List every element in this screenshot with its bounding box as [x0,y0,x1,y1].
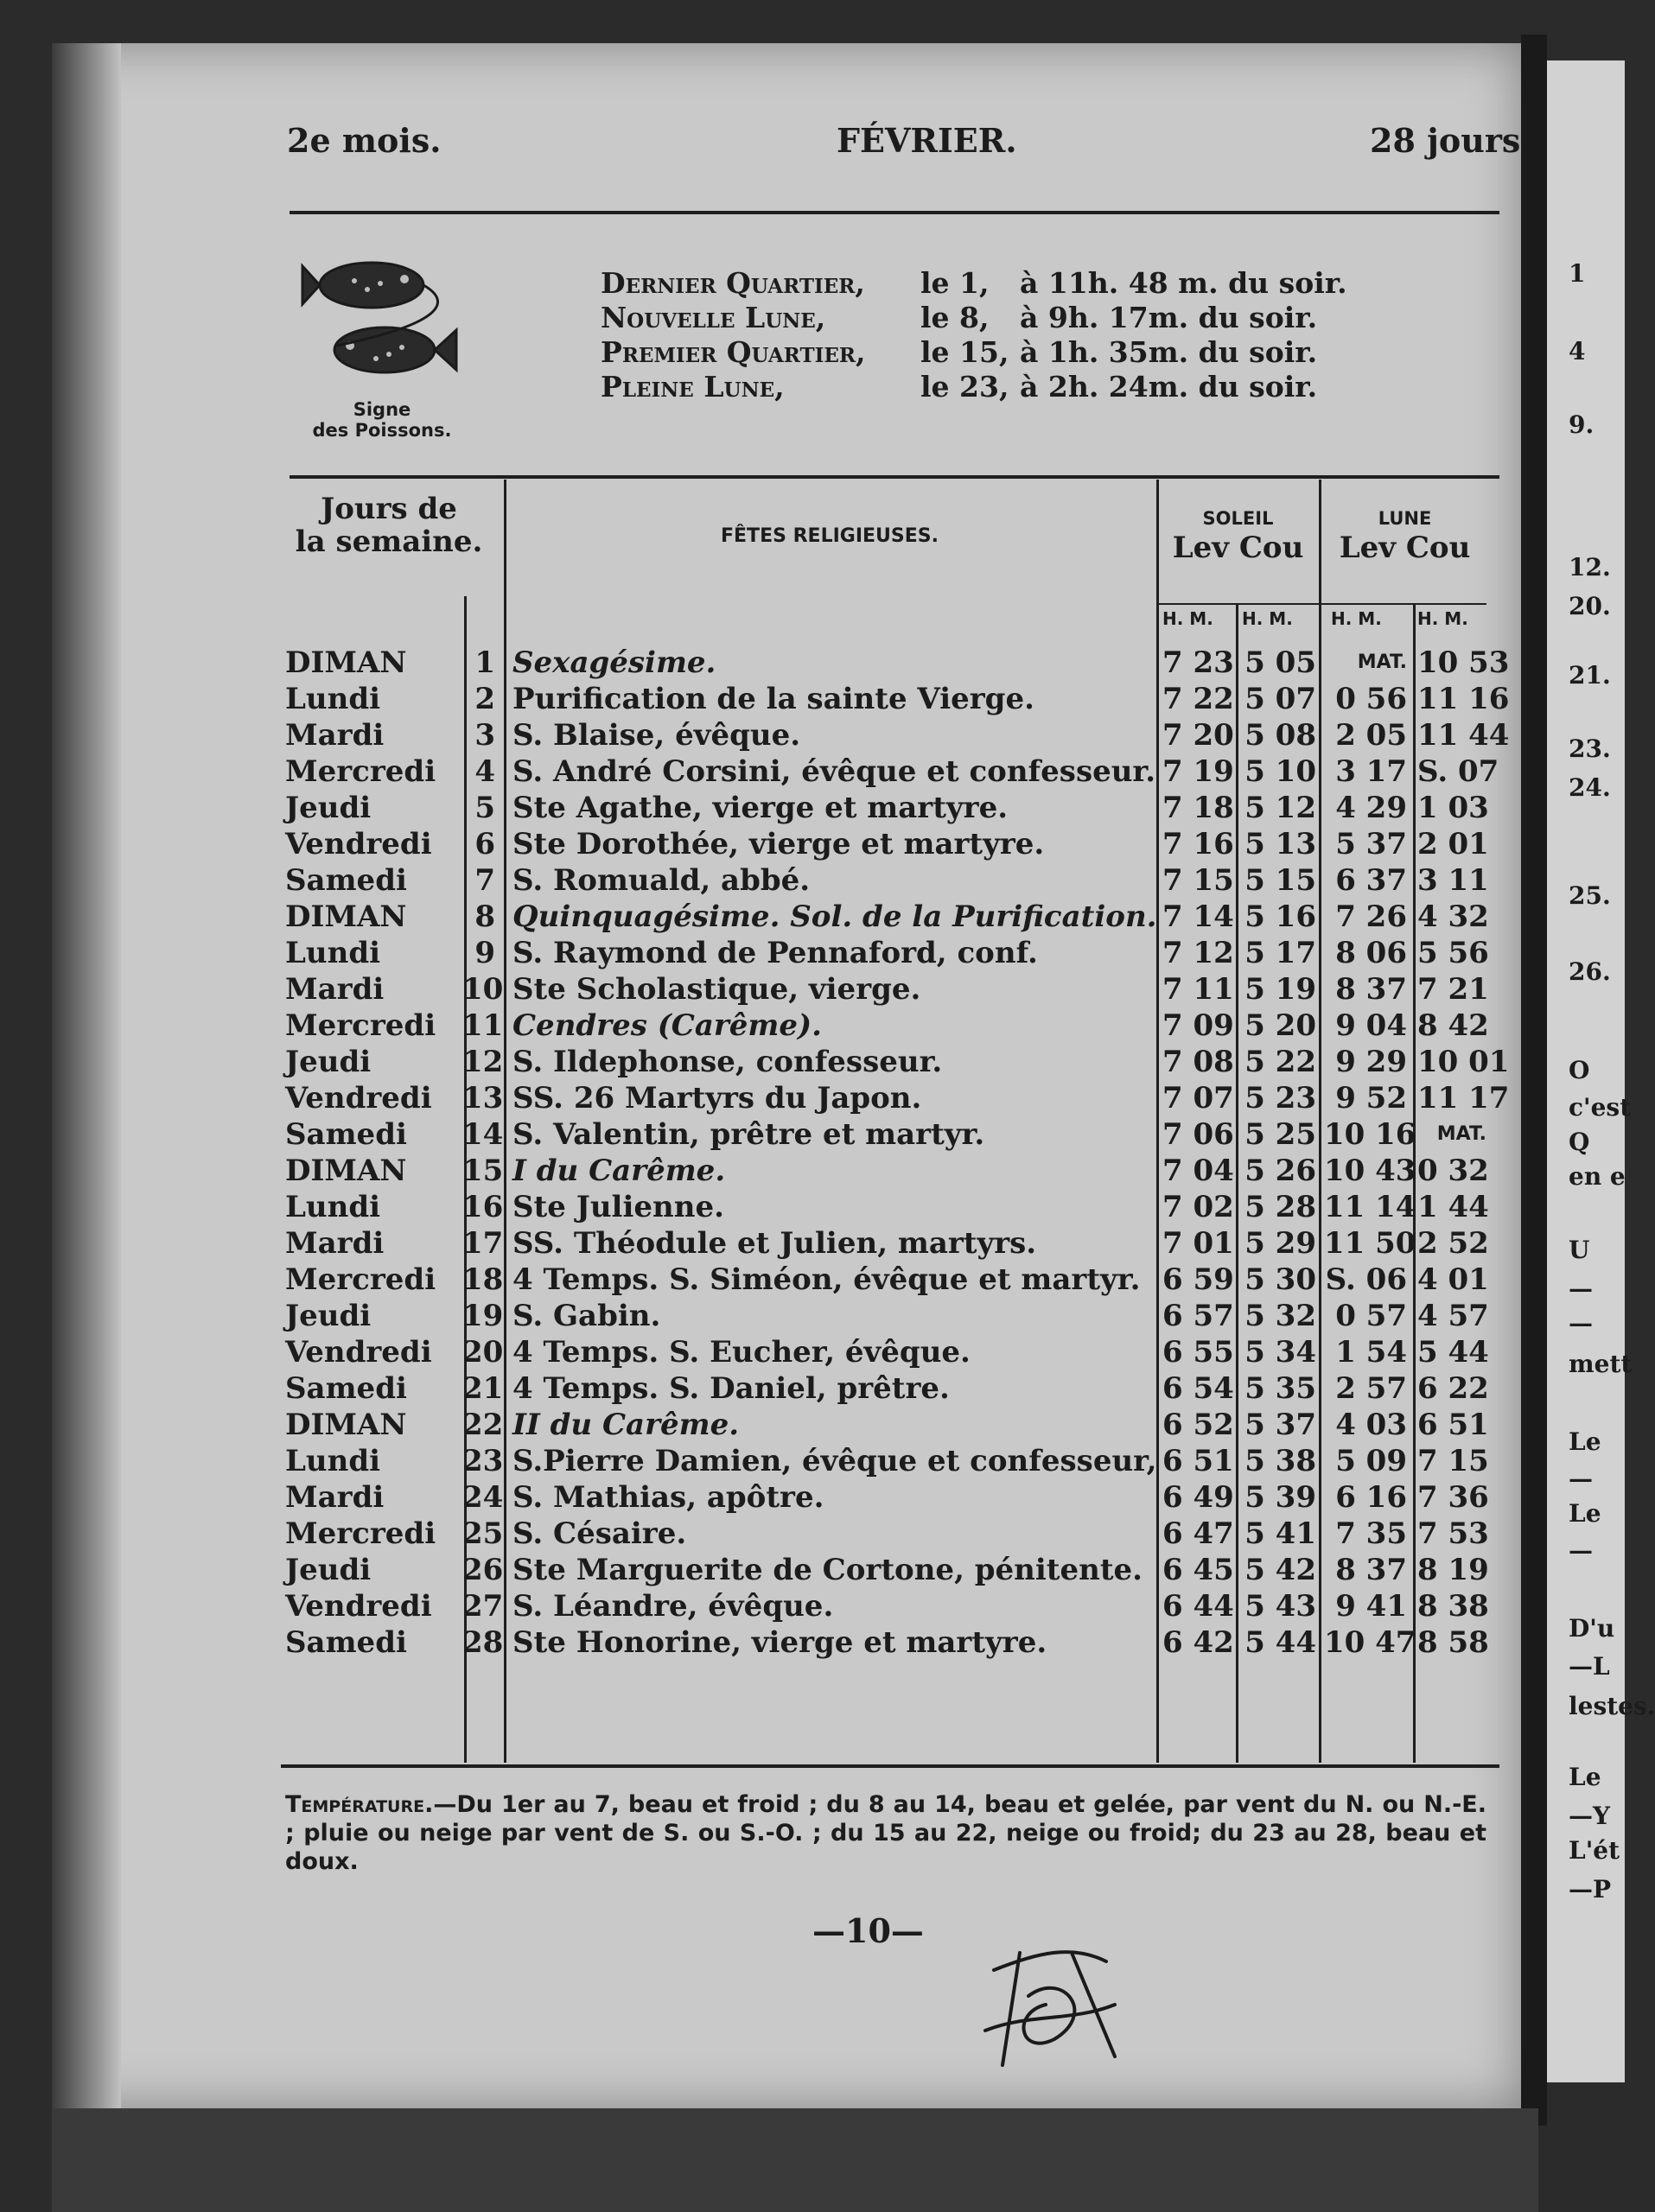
moon-set-cell: 5 56 [1417,936,1489,970]
fete-cell: SS. 26 Martyrs du Japon. [512,1081,922,1116]
moon-rise-cell: 5 37 [1335,827,1407,861]
table-row [285,971,1495,1007]
sun-set-cell: 5 39 [1244,1480,1316,1515]
moon-set-cell: 11 17 [1417,1081,1510,1116]
moon-set-cell: 4 01 [1417,1262,1489,1297]
sun-rise-cell: 7 02 [1162,1190,1234,1224]
date-cell: 11 [462,1008,504,1043]
phase-time: à 2h. 24m. du soir. [1020,370,1318,404]
sun-rise-cell: 7 11 [1162,972,1234,1007]
hm-unit: H. M. [1331,608,1382,629]
sun-rise-cell: 7 22 [1162,682,1234,716]
month-title: FÉVRIER. [837,121,1017,160]
day-count: 28 jours [1370,121,1521,160]
day-cell: Jeudi [285,1553,372,1587]
facing-page-text: 23. [1569,734,1611,763]
facing-page-text: 20. [1569,592,1611,620]
date-cell: 24 [462,1480,504,1515]
day-cell: Lundi [285,682,381,716]
moon-set-cell: 0 32 [1417,1154,1489,1188]
table-row [285,862,1495,899]
date-cell: 4 [474,754,495,789]
phase-date: le 1, [920,266,990,300]
sun-set-cell: 5 13 [1244,827,1316,861]
sun-set-cell: 5 42 [1244,1553,1316,1587]
day-cell: Lundi [285,1190,381,1224]
table-row [285,1479,1495,1516]
fete-cell: Ste Dorothée, vierge et martyre. [512,827,1045,861]
sun-set-cell: 5 20 [1244,1008,1316,1043]
sun-rise-cell: 7 15 [1162,863,1234,898]
table-row [285,1189,1495,1225]
facing-page-text: 26. [1569,957,1611,986]
fete-cell: Ste Scholastique, vierge. [512,972,921,1007]
date-cell: 23 [462,1444,504,1478]
sun-rise-cell: 7 09 [1162,1008,1234,1043]
moon-set-cell: 8 19 [1417,1553,1489,1587]
sun-rise-cell: 7 07 [1162,1081,1234,1116]
sun-rise-cell: 6 44 [1162,1589,1234,1624]
fete-cell: S. Valentin, prêtre et martyr. [512,1117,985,1152]
sun-rise-cell: 6 47 [1162,1516,1234,1551]
sun-set-cell: 5 34 [1244,1335,1316,1370]
moon-rise-cell: 0 56 [1335,682,1407,716]
facing-page-text: en e [1569,1162,1626,1191]
day-cell: Jeudi [285,1299,372,1333]
sun-set-cell: 5 25 [1244,1117,1316,1152]
pisces-icon [302,251,458,402]
sun-set-cell: 5 23 [1244,1081,1316,1116]
fete-cell: 4 Temps. S. Siméon, évêque et martyr. [512,1262,1141,1297]
date-cell: 14 [462,1117,504,1152]
facing-page-text: Le [1569,1763,1601,1791]
day-cell: Samedi [285,1371,407,1406]
moon-set-cell: 10 01 [1417,1045,1510,1079]
date-cell: 3 [474,718,495,753]
table-bottom-rule [281,1764,1499,1768]
fete-cell: S. Ildephonse, confesseur. [512,1045,943,1079]
sun-rise-cell: 7 19 [1162,754,1234,789]
phase-row [601,301,1347,335]
facing-page-text: — [1569,1536,1593,1565]
sun-set-cell: 5 17 [1244,936,1316,970]
handwritten-mark [968,1936,1132,2074]
date-cell: 2 [474,682,495,716]
date-cell: 12 [462,1045,504,1079]
date-cell: 1 [474,645,495,680]
phase-name: Dernier Quartier, [601,266,865,300]
facing-page-text: mett [1569,1350,1633,1378]
day-cell: Mardi [285,1226,385,1261]
moon-rise-cell: 8 37 [1335,1553,1407,1587]
facing-page-text: O [1569,1056,1590,1084]
moon-set-cell: 5 44 [1417,1335,1489,1370]
table-row [285,826,1495,862]
col-lune-header: LUNE [1378,508,1432,529]
moon-rise-cell: 2 05 [1335,718,1407,753]
table-row [285,1334,1495,1370]
date-cell: 26 [462,1553,504,1587]
sun-set-cell: 5 32 [1244,1299,1316,1333]
sign-label-line2: des Poissons. [312,420,452,441]
temperature-label: Température. [285,1791,434,1818]
facing-page-text: — [1569,1274,1593,1303]
day-cell: Mardi [285,1480,385,1515]
day-cell: DIMAN [285,1154,407,1188]
moon-rise-cell: 4 29 [1335,791,1407,825]
moon-rise-cell: 3 17 [1335,754,1407,789]
facing-page-text: —P [1569,1875,1612,1904]
sun-rise-cell: 7 12 [1162,936,1234,970]
table-row [285,1516,1495,1552]
table-row [285,899,1495,935]
facing-page-text: 1 [1569,259,1586,288]
moon-rise-cell: 9 52 [1335,1081,1407,1116]
day-cell: Mercredi [285,754,436,789]
moon-set-cell: 4 57 [1417,1299,1489,1333]
table-row [285,753,1499,790]
hm-rule [1158,603,1486,605]
day-cell: Vendredi [285,1081,432,1116]
moon-set-cell: 7 15 [1417,1444,1489,1478]
facing-page-text: — [1569,1465,1593,1493]
day-cell: Lundi [285,1444,381,1478]
phase-time: à 11h. 48 m. du soir. [1020,266,1347,300]
col-lune-sub: Lev Cou [1339,531,1471,565]
phase-date: le 8, [920,301,990,334]
temperature-text: —Du 1er au 7, beau et froid ; du 8 au 14, beau et gelée, par vent du N. ou N.-E. ; pluie ou neige par vent de S. ou S.-O. ; du 15 au 22, neige ou froid; du 23 au 28, beau et doux. [285,1791,1486,1875]
date-cell: 6 [474,827,495,861]
moon-set-cell: 2 52 [1417,1226,1489,1261]
facing-page-text: 21. [1569,661,1611,690]
fete-cell: S. André Corsini, évêque et confesseur. [512,754,1156,789]
moon-rise-cell: 7 35 [1335,1516,1407,1551]
moon-rise-cell: 4 03 [1335,1408,1407,1442]
moon-rise-cell: 8 37 [1335,972,1407,1007]
moon-rise-cell: 6 37 [1335,863,1407,898]
page-number: —10— [812,1911,924,1950]
fete-cell: S. Raymond de Pennaford, conf. [512,936,1038,970]
facing-page-text: 12. [1569,553,1611,582]
col-soleil-sub: Lev Cou [1172,531,1304,565]
date-cell: 5 [474,791,495,825]
moon-set-cell: 7 53 [1417,1516,1489,1551]
sun-set-cell: 5 05 [1244,645,1316,680]
table-row [285,935,1495,971]
day-cell: Vendredi [285,827,432,861]
fete-cell: Ste Agathe, vierge et martyre. [512,791,1009,825]
moon-rise-cell: 9 41 [1335,1589,1407,1624]
table-row [285,1116,1495,1153]
sun-rise-cell: 7 06 [1162,1117,1234,1152]
fete-cell: Cendres (Carême). [512,1008,822,1043]
col-days-header [294,493,484,558]
month-number: 2e mois. [287,121,442,160]
date-cell: 10 [462,972,504,1007]
table-row [285,1588,1495,1624]
day-cell: DIMAN [285,645,407,680]
table-row [285,1552,1495,1588]
sun-set-cell: 5 41 [1244,1516,1316,1551]
fete-cell: S. Césaire. [512,1516,687,1551]
moon-rise-cell: 10 16 [1324,1117,1416,1152]
moon-rise-cell: 1 54 [1335,1335,1407,1370]
facing-page-text: 25. [1569,881,1611,910]
fete-cell: S. Romuald, abbé. [512,863,811,898]
moon-rise-cell: 10 47 [1324,1625,1416,1660]
facing-page-text: Q [1569,1128,1590,1156]
facing-page-text: —L [1569,1652,1610,1681]
sign-label [296,399,468,441]
day-cell: DIMAN [285,1408,407,1442]
moon-set-cell: 10 53 [1417,645,1510,680]
sun-set-cell: 5 08 [1244,718,1316,753]
table-row [285,717,1510,753]
facing-page-text: 4 [1569,337,1586,365]
facing-page-text: L'ét [1569,1836,1620,1865]
phase-time: à 1h. 35m. du soir. [1020,335,1318,369]
day-cell: Mercredi [285,1008,436,1043]
date-cell: 17 [462,1226,504,1261]
phase-row [601,335,1347,370]
table-row [285,681,1510,717]
day-cell: Jeudi [285,791,372,825]
sun-rise-cell: 6 54 [1162,1371,1234,1406]
sun-set-cell: 5 07 [1244,682,1316,716]
fete-cell: S. Léandre, évêque. [512,1589,834,1624]
sun-set-cell: 5 10 [1244,754,1316,789]
sun-set-cell: 5 30 [1244,1262,1316,1297]
moon-rise-cell: 7 26 [1335,899,1407,934]
moon-rise-cell: 5 09 [1335,1444,1407,1478]
phase-name: Nouvelle Lune, [601,301,826,334]
col-days-line1: Jours de [321,492,457,526]
moon-rise-cell: S. 06 [1325,1262,1407,1297]
fete-cell: Ste Marguerite de Cortone, pénitente. [512,1553,1143,1587]
sun-rise-cell: 7 04 [1162,1154,1234,1188]
sun-rise-cell: 7 18 [1162,791,1234,825]
date-cell: 13 [462,1081,504,1116]
moon-set-cell: 8 58 [1417,1625,1489,1660]
table-top-rule [290,475,1499,479]
day-cell: Mercredi [285,1516,436,1551]
sun-rise-cell: 6 45 [1162,1553,1234,1587]
table-row [285,1370,1495,1407]
fete-cell: S.Pierre Damien, évêque et confesseur, [512,1444,1157,1478]
sun-rise-cell: 6 55 [1162,1335,1234,1370]
moon-set-cell: 8 42 [1417,1008,1489,1043]
temperature-note [285,1790,1486,1876]
phase-row [601,266,1347,301]
moon-rise-cell: 9 29 [1335,1045,1407,1079]
date-cell: 7 [474,863,495,898]
sun-rise-cell: 7 01 [1162,1226,1234,1261]
sun-rise-cell: 6 59 [1162,1262,1234,1297]
moon-set-cell: 8 38 [1417,1589,1489,1624]
moon-set-cell: 7 36 [1417,1480,1489,1515]
fete-cell: S. Blaise, évêque. [512,718,801,753]
sun-rise-cell: 6 52 [1162,1408,1234,1442]
moon-rise-cell: 6 16 [1335,1480,1407,1515]
sun-set-cell: 5 22 [1244,1045,1316,1079]
sun-set-cell: 5 15 [1244,863,1316,898]
moon-phases [601,266,1347,404]
date-cell: 8 [474,899,495,934]
sun-rise-cell: 6 51 [1162,1444,1234,1478]
moon-set-cell: 4 32 [1417,899,1489,934]
table-row [285,1007,1495,1044]
sun-set-cell: 5 19 [1244,972,1316,1007]
facing-page-text: c'est [1569,1093,1632,1122]
sun-set-cell: 5 35 [1244,1371,1316,1406]
table-row [285,1153,1495,1189]
sun-rise-cell: 7 08 [1162,1045,1234,1079]
date-cell: 15 [462,1154,504,1188]
moon-set-cell: 11 16 [1417,682,1510,716]
moon-set-cell: S. 07 [1417,754,1499,789]
sun-rise-cell: 7 23 [1162,645,1234,680]
sun-set-cell: 5 43 [1244,1589,1316,1624]
day-cell: Vendredi [285,1589,432,1624]
table-row [285,1262,1495,1298]
facing-page-text: 9. [1569,410,1595,439]
moon-rise-cell: 2 57 [1335,1371,1407,1406]
date-cell: 19 [462,1299,504,1333]
day-cell: Samedi [285,863,407,898]
date-cell: 9 [474,936,495,970]
hm-unit: H. M. [1162,608,1213,629]
sun-set-cell: 5 16 [1244,899,1316,934]
sun-rise-cell: 6 49 [1162,1480,1234,1515]
phase-name: Pleine Lune, [601,370,785,404]
col-days-line2: la semaine. [295,524,483,559]
sun-set-cell: 5 29 [1244,1226,1316,1261]
date-cell: 27 [462,1589,504,1624]
fete-cell: I du Carême. [512,1154,726,1188]
col-soleil-header: SOLEIL [1202,508,1274,529]
table-row [285,1407,1495,1443]
facing-page-text: —Y [1569,1802,1610,1830]
sun-set-cell: 5 44 [1244,1625,1316,1660]
phase-date: le 15, [920,335,1009,369]
date-cell: 16 [462,1190,504,1224]
moon-set-cell: 7 21 [1417,972,1489,1007]
sun-rise-cell: 6 42 [1162,1625,1234,1660]
date-cell: 18 [462,1262,504,1297]
col-fetes-header: FÊTES RELIGIEUSES. [721,525,939,547]
table-row [285,645,1510,681]
fete-cell: Purification de la sainte Vierge. [512,682,1034,716]
day-cell: Lundi [285,936,381,970]
moon-set-cell: 6 22 [1417,1371,1489,1406]
sun-rise-cell: 6 57 [1162,1299,1234,1333]
date-cell: 25 [462,1516,504,1551]
date-cell: 20 [462,1335,504,1370]
date-cell: 21 [462,1371,504,1406]
moon-rise-cell: 10 43 [1324,1154,1416,1188]
table-row [285,1624,1495,1661]
fete-cell: 4 Temps. S. Daniel, prêtre. [512,1371,950,1406]
day-cell: DIMAN [285,899,407,934]
facing-page-text: Le [1569,1427,1601,1456]
table-row [285,790,1495,826]
facing-page-text: U [1569,1236,1590,1264]
facing-page-text: D'u [1569,1614,1615,1643]
phase-name: Premier Quartier, [601,335,866,369]
sun-set-cell: 5 37 [1244,1408,1316,1442]
sun-rise-cell: 7 14 [1162,899,1234,934]
table-row [285,1044,1510,1080]
fete-cell: Ste Julienne. [512,1190,724,1224]
hm-unit: H. M. [1242,608,1293,629]
day-cell: Mardi [285,718,385,753]
phase-date: le 23, [920,370,1009,404]
facing-page-text: Le [1569,1499,1601,1528]
header-rule [290,211,1499,214]
moon-set-cell: 1 44 [1417,1190,1489,1224]
phase-row [601,370,1347,404]
fete-cell: S. Mathias, apôtre. [512,1480,824,1515]
day-cell: Mercredi [285,1262,436,1297]
date-cell: 22 [462,1408,504,1442]
table-row [285,1080,1510,1116]
fete-cell: Ste Honorine, vierge et martyre. [512,1625,1047,1660]
moon-set-cell: 1 03 [1417,791,1489,825]
fete-cell: Quinquagésime. Sol. de la Purification. [512,899,1157,934]
moon-set-cell: MAT. [1436,1123,1486,1145]
hm-unit: H. M. [1417,608,1468,629]
moon-rise-cell: 11 14 [1324,1190,1416,1224]
moon-rise-cell: MAT. [1357,652,1407,673]
table-row [285,1443,1495,1479]
moon-set-cell: 6 51 [1417,1408,1489,1442]
fete-cell: II du Carême. [512,1408,740,1442]
day-cell: Samedi [285,1117,407,1152]
moon-rise-cell: 8 06 [1335,936,1407,970]
day-cell: Vendredi [285,1335,432,1370]
moon-set-cell: 11 44 [1417,718,1510,753]
moon-set-cell: 3 11 [1417,863,1489,898]
sun-set-cell: 5 26 [1244,1154,1316,1188]
moon-rise-cell: 0 57 [1335,1299,1407,1333]
moon-rise-cell: 11 50 [1324,1226,1416,1261]
sun-rise-cell: 7 16 [1162,827,1234,861]
sun-set-cell: 5 12 [1244,791,1316,825]
moon-rise-cell: 9 04 [1335,1008,1407,1043]
sun-set-cell: 5 28 [1244,1190,1316,1224]
sun-set-cell: 5 38 [1244,1444,1316,1478]
date-cell: 28 [462,1625,504,1660]
day-cell: Samedi [285,1625,407,1660]
day-cell: Mardi [285,972,385,1007]
sun-rise-cell: 7 20 [1162,718,1234,753]
fete-cell: 4 Temps. S. Eucher, évêque. [512,1335,971,1370]
facing-page-text: 24. [1569,773,1611,802]
facing-page-text: — [1569,1309,1593,1338]
table-row [285,1225,1495,1262]
facing-page-text: lestes. [1569,1692,1655,1720]
moon-set-cell: 2 01 [1417,827,1489,861]
fete-cell: S. Gabin. [512,1299,661,1333]
phase-time: à 9h. 17m. du soir. [1020,301,1318,334]
table-row [285,1298,1495,1334]
sign-label-line1: Signe [353,399,411,420]
fete-cell: SS. Théodule et Julien, martyrs. [512,1226,1037,1261]
fete-cell: Sexagésime. [512,645,716,680]
day-cell: Jeudi [285,1045,372,1079]
